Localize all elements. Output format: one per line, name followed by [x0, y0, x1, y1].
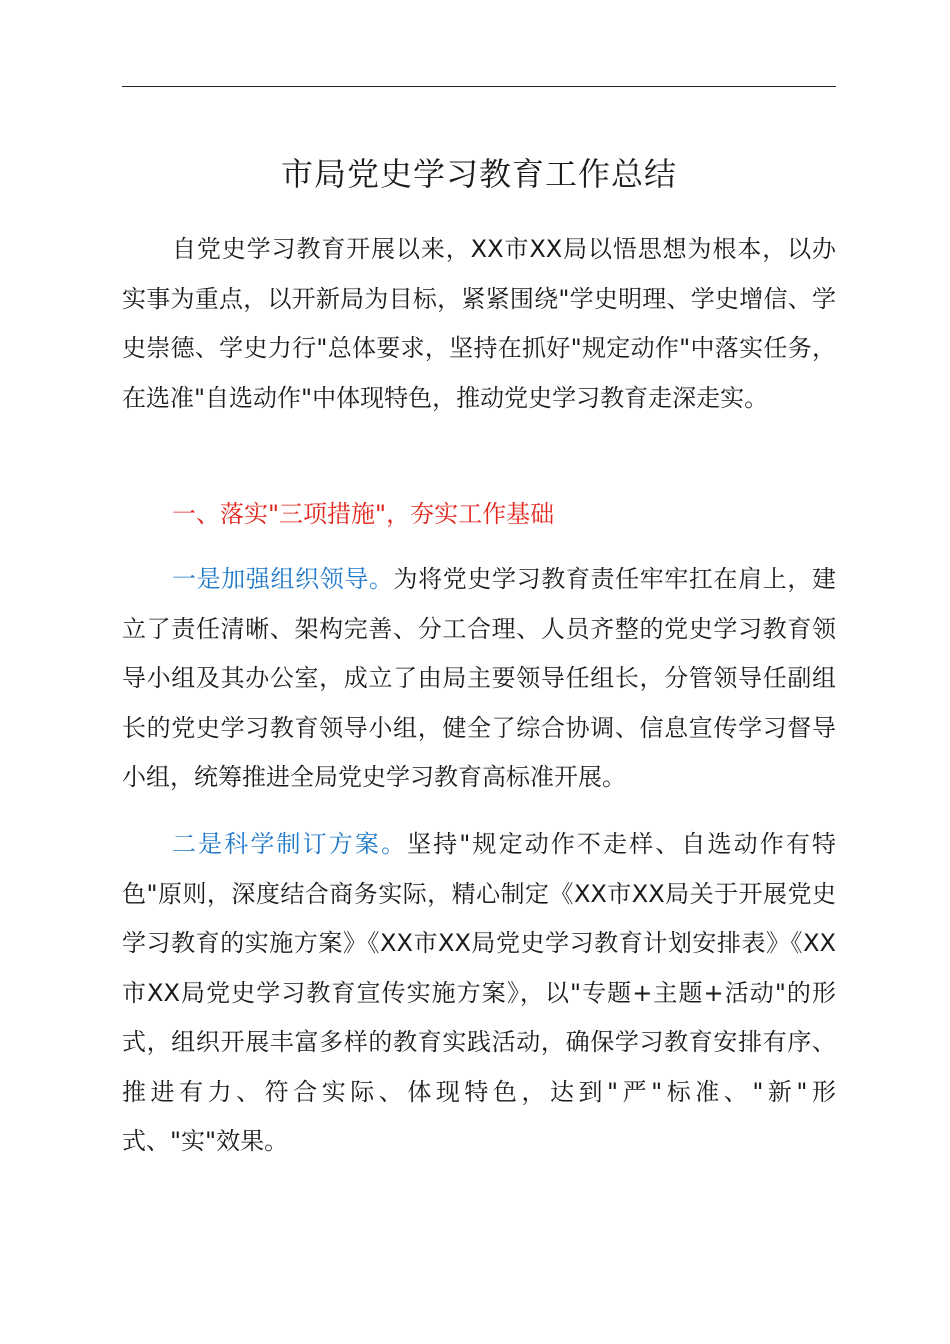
document-title: 市局党史学习教育工作总结 — [280, 155, 677, 193]
item-1-lead: 一是加强组织领导。 — [172, 565, 394, 593]
header-rule — [122, 86, 836, 87]
section-heading: 一、落实"三项措施"，夯实工作基础 — [172, 500, 555, 528]
intro-paragraph: 自党史学习教育开展以来，XX市XX局以悟思想为根本，以办实事为重点，以开新局为目标，紧紧围绕"学史明理、学史增信、学史崇德、学史力行"总体要求，坚持在抓好"规定动作"中落实任务，在选准"自选动作"中体现特色，推动党史学习教育走深走实。 — [122, 235, 836, 412]
item-paragraph-2 — [122, 820, 836, 1167]
item-2-lead: 二是科学制订方案。 — [172, 830, 408, 858]
item-paragraph-1 — [122, 555, 836, 803]
item-1-text: 为将党史学习教育责任牢牢扛在肩上，建立了责任清晰、架构完善、分工合理、人员齐整的党史学习教育领导小组及其办公室，成立了由局主要领导任组长，分管领导任副组长的党史学习教育领导小组，健全了综合协调、信息宣传学习督导小组，统筹推进全局党史学习教育高标准开展。 — [122, 565, 837, 791]
item-2-text: 坚持"规定动作不走样、自选动作有特色"原则，深度结合商务实际，精心制定《XX市XX局关于开展党史学习教育的实施方案》《XX市XX局党史学习教育计划安排表》《XX市XX局党史学习教育宣传实施方案》，以"专题+主题+活动"的形式，组织开展丰富多样的教育实践活动，确保学习教育安排有序、推进有力、符合实际、体现特色，达到"严"标准、"新"形式、"实"效果。 — [122, 830, 836, 1155]
